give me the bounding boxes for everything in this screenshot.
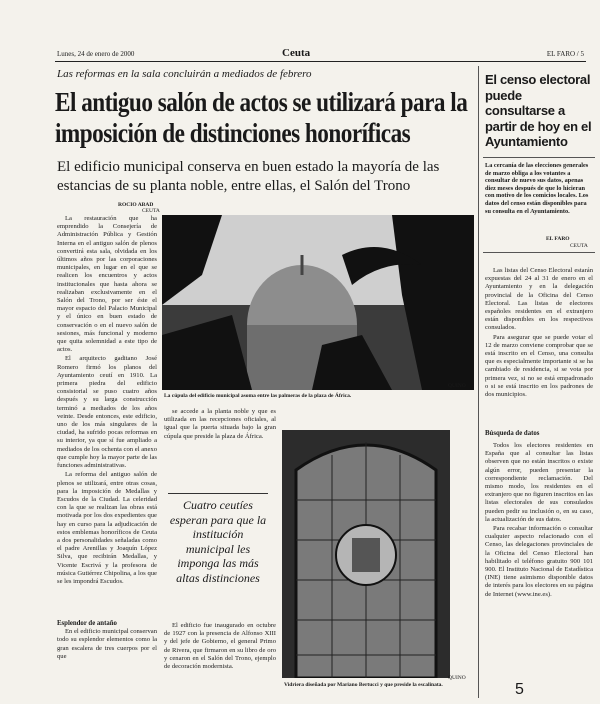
article-pretitle: Las reformas en la sala concluirán a mediados de febrero (57, 68, 312, 80)
stained-glass-illustration (282, 430, 450, 678)
dome-palm-photo (162, 215, 474, 390)
paragraph: En el edificio municipal conservan todo su esplendor elementos como la gran escalera de tres cuerpos por el que (57, 628, 157, 660)
issue-date: Lunes, 24 de enero de 2000 (57, 50, 135, 58)
paragraph: se accede a la planta noble y que es utilizada en las recepciones oficiales, al igual que la puerta situada bajo la gran cúpula que preside la plaza de África. (164, 408, 276, 440)
sidebar-lead: La cercanía de las elecciones generales de marzo obliga a los votantes a consultar de nuevo sus datos, apenas diez meses después de que lo hicieran con motivo de los comicios locales. Los datos del censo están disponibles para su consulta en el Ayuntamiento. (485, 162, 589, 215)
sidebar-subhead: Búsqueda de datos (485, 430, 540, 437)
sidebar-place: CEUTA (570, 243, 588, 249)
pull-quote: Cuatro ceutíes esperan para que la institución municipal les imponga las más altas distinciones (168, 493, 268, 585)
paragraph: Las listas del Censo Electoral estarán expuestas del 24 al 31 de enero en el Ayuntamiento y en la delegación provincial de la Oficina del Censo Electoral. Las listas de electores españoles residentes en el extranjero están disponibles en los respectivos consulados. (485, 267, 593, 332)
handwritten-page-number: 5 (515, 681, 524, 698)
article-place: CEUTA (142, 208, 160, 214)
article-title-text: El antiguo salón de actos se utilizará para la imposición de distinciones honoríficas (55, 87, 468, 148)
header-rule (55, 61, 586, 62)
paragraph: Para recabar información o consultar cualquier aspecto relacionado con el Censo, las delegaciones provinciales de la Oficina del Censo Electoral han habilitado el teléfono gratuito 900 101 900. El Instituto Nacional de Estadística (INE) tiene asimismo disponible datos de interés para los electores en su página de Internet (www.ine.es). (485, 525, 593, 598)
sidebar-rule (483, 252, 595, 253)
photo-caption: Vidriera diseñada por Mariano Bertucci y que preside la escalinata. (284, 682, 443, 688)
dome-photo-illustration (162, 215, 474, 390)
photo-credit: QUINO (448, 675, 466, 681)
article-subtitle: El edificio municipal conserva en buen estado la mayoría de las estancias de su planta noble, entre ellas, el Salón del Trono (57, 159, 440, 194)
photo-caption: La cúpula del edificio municipal asoma entre las palmeras de la plaza de África. (164, 393, 352, 399)
paragraph: La restauración que ha emprendido la Consejería de Administración Pública y Gestión Interna en el antiguo salón de plenos convertirá esta sala, olvidada en los últimos años por las corporaciones municipales, en lugar en el que se realicen los encuentros y actos institucionales que hasta ahora se realizaban exclusivamente en el Salón del Trono, por ser éste el mayor espacio del Palacio Municipal y el único en buen estado de conservación o en el nuevo salón de sesiones, más funcional y moderno que quita solemnidad a este tipo de actos. (57, 215, 157, 354)
article-subhead: Esplendor de antaño (57, 620, 117, 627)
sidebar-byline: EL FARO (546, 236, 570, 242)
article-title (55, 87, 468, 149)
section-name: Ceuta (282, 47, 311, 59)
sidebar-body-2 (485, 442, 593, 600)
sidebar-rule (483, 157, 595, 158)
article-byline: ROCIO ABAD (118, 202, 154, 208)
paragraph: Para asegurar que se puede votar el 12 de marzo conviene comprobar que se está inscrito en el Censo, una consulta que es especialmente importante si se ha cambiado de residencia, si se vota por primera vez, si no se está empadronado o si se está inscrito en los padrones de dos municipios. (485, 333, 593, 399)
stained-glass-photo (282, 430, 450, 678)
article-column-1 (57, 215, 157, 587)
article-column-2-end (164, 622, 276, 672)
newspaper-page-label: EL FARO / 5 (546, 50, 584, 58)
column-divider (478, 66, 479, 698)
sidebar-title: El censo electoral puede consultarse a partir de hoy en el Ayuntamiento (485, 72, 592, 149)
paragraph: El edificio fue inaugurado en octubre de 1927 con la presencia de Alfonso XIII y del jefe de Gobierno, el general Primo de Rivera, que firmaron en su libro de oro y cenaron en el Salón del Trono, ejemplo de decoración modernista. (164, 622, 276, 671)
article-column-1-end (57, 620, 157, 662)
paragraph: El arquitecto gaditano José Romero firmó los planos del Ayuntamiento ceutí en 1910. La primera piedra del edificio consistorial se puso cuatro años después y su larga construcción terminó a mediados de los años veinte. Desde entonces, este edificio, uno de los más singulares de la ciudad, ha sufrido pocas reformas en su interior, ya que sí fue ampliado a mediados de los ochenta con el anexo que cumple hoy la mayor parte de las funciones administrativas. (57, 355, 157, 470)
sidebar-body (485, 267, 593, 400)
paragraph: La reforma del antiguo salón de plenos se utilizará, entre otras cosas, para la imposición de Medallas y Escudos de la Ciudad. La celeridad con la que se realizan las obras está motivada por los dos expedientes que hay en curso para la adjudicación de estos emblemas honoríficos de Ceuta a dos personalidades señaladas como el padre Arenillas y Joaquín López Silva, que recibirán Medallas, y Vicente Escrivá y la profesora de música Gutiérrez Chipolina, a los que se les impondrá Escudos. (57, 471, 157, 585)
photo-credit: QUINO (448, 383, 466, 389)
article-column-2 (164, 408, 276, 442)
paragraph: Todos los electores residentes en España que al consultar las listas observen que no están inscritos o existe algún error, pueden presentar la correspondiente reclamación. Del mismo modo, los residentes en el extranjero que no figuren inscritos en las listas electorales de sus consulados pueden pedir su inclusión o, en su caso, la actualización de sus datos. (485, 442, 593, 523)
